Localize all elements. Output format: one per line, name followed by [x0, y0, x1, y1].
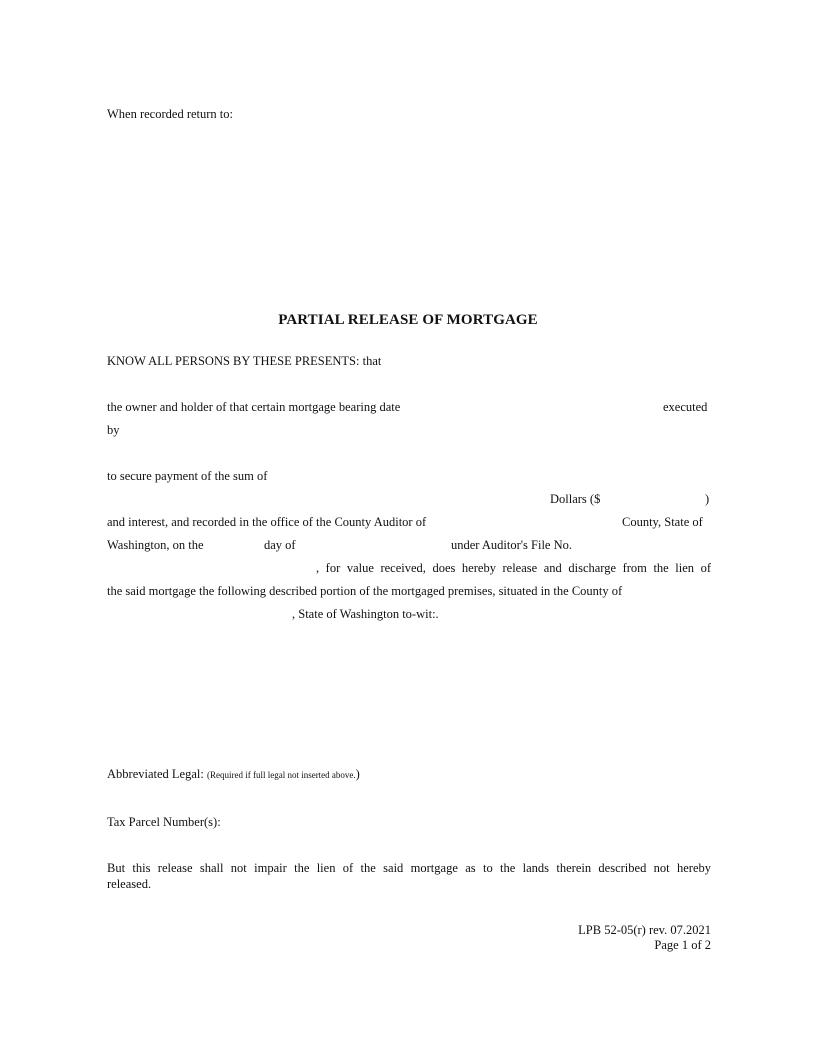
- washington-on-the-text: Washington, on the: [107, 538, 204, 552]
- recorded-in-text: and interest, and recorded in the office of the County Auditor of: [107, 515, 427, 529]
- page-number: Page 1 of 2: [654, 938, 711, 952]
- form-number: LPB 52-05(r) rev. 07.2021: [578, 923, 711, 937]
- value-received-text: , for value received, does hereby release and discharge from the lien of: [316, 561, 711, 575]
- document-title: PARTIAL RELEASE OF MORTGAGE: [278, 312, 538, 328]
- day-of-text: day of: [264, 538, 296, 552]
- abbreviated-legal-close: ): [355, 767, 360, 781]
- release-text-line1: But this release shall not impair the lien of the said mortgage as to the lands therein described not hereby: [107, 861, 711, 875]
- secure-payment-text: to secure payment of the sum of: [107, 469, 268, 483]
- abbreviated-legal-label: Abbreviated Legal:: [107, 767, 207, 781]
- county-state-text: County, State of: [622, 515, 703, 529]
- release-text-line2: released.: [107, 877, 152, 891]
- know-all-persons-text: KNOW ALL PERSONS BY THESE PRESENTS: that: [107, 354, 382, 368]
- return-to-label: When recorded return to:: [107, 107, 233, 121]
- abbreviated-legal-line: [107, 766, 360, 783]
- by-text: by: [107, 423, 120, 437]
- owner-holder-text: the owner and holder of that certain mortgage bearing date: [107, 400, 401, 414]
- dollars-text: Dollars ($: [550, 492, 601, 506]
- state-towit-text: , State of Washington to-wit:.: [292, 607, 439, 621]
- dollars-close-paren: ): [705, 492, 710, 506]
- abbreviated-legal-note: (Required if full legal not inserted above.: [206, 770, 356, 780]
- said-mortgage-text: the said mortgage the following described portion of the mortgaged premises, situated in the County of: [107, 584, 623, 598]
- tax-parcel-label: Tax Parcel Number(s):: [107, 815, 221, 829]
- auditor-file-text: under Auditor's File No.: [451, 538, 572, 552]
- executed-text: executed: [663, 400, 708, 414]
